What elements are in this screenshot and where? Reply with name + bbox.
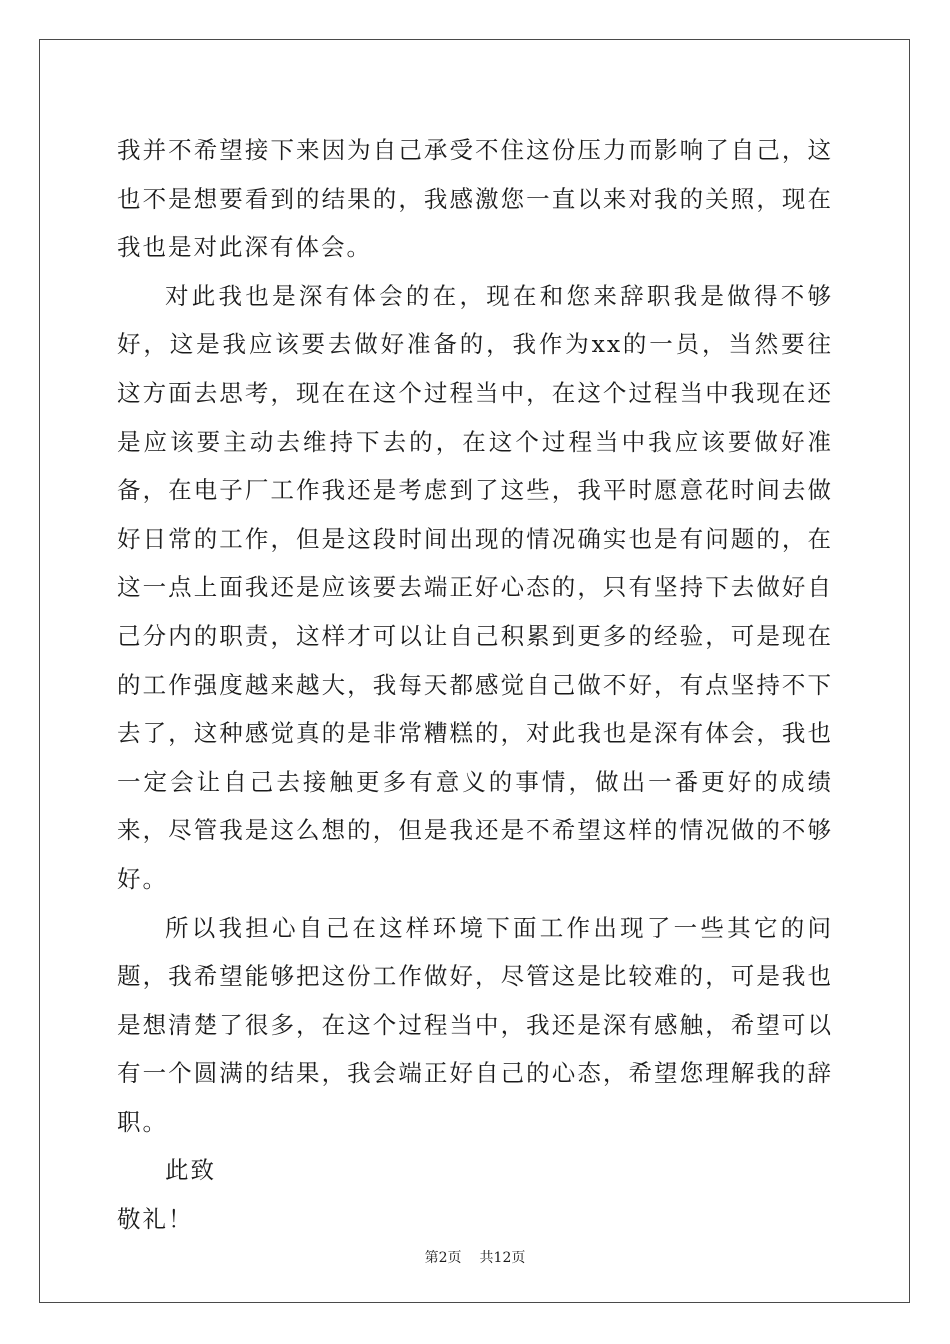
paragraph-3: 所以我担心自己在这样环境下面工作出现了一些其它的问题，我希望能够把这份工作做好，尽管这是比较难的，可是我也是想清楚了很多，在这个过程当中，我还是深有感触，希望可以有一个圆满的结果，我会端正好自己的心态，希望您理解我的辞职。: [117, 913, 833, 1136]
page-number-total: 共12页: [479, 1250, 526, 1266]
page-footer: [0, 1247, 950, 1267]
closing-regards: 敬礼！: [117, 1205, 194, 1234]
letter-body: [117, 126, 833, 1244]
paragraph-2: 对此我也是深有体会的在，现在和您来辞职我是做得不够好，这是我应该要去做好准备的，我作为xx的一员，当然要往这方面去思考，现在在这个过程当中，在这个过程当中我现在还是应该要主动去维持下去的，在这个过程当中我应该要做好准备，在电子厂工作我还是考虑到了这些，我平时愿意花时间去做好日常的工作，但是这段时间出现的情况确实也是有问题的，在这一点上面我还是应该要去端正好心态的，只有坚持下去做好自己分内的职责，这样才可以让自己积累到更多的经验，可是现在的工作强度越来越大，我每天都感觉自己做不好，有点坚持不下去了，这种感觉真的是非常糟糕的，对此我也是深有体会，我也一定会让自己去接触更多有意义的事情，做出一番更好的成绩来，尽管我是这么想的，但是我还是不希望这样的情况做的不够好。: [117, 281, 833, 893]
paragraph-1: 我并不希望接下来因为自己承受不住这份压力而影响了自己，这也不是想要看到的结果的，我感激您一直以来对我的关照，现在我也是对此深有体会。: [117, 136, 833, 262]
closing-salutation: 此致: [165, 1156, 216, 1185]
page-number-current: 第2页: [424, 1250, 462, 1266]
